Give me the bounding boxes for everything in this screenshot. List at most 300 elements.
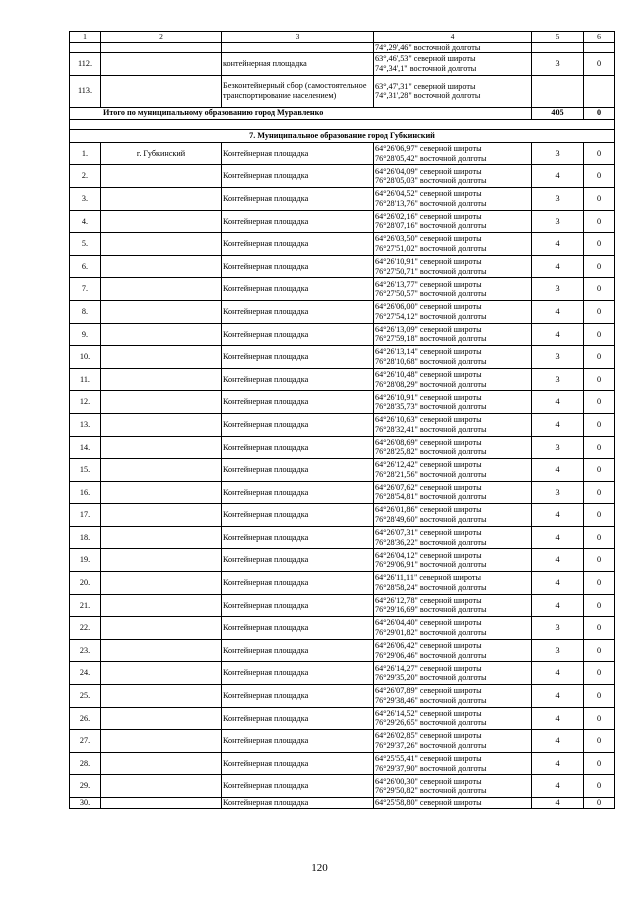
container-count: 4 (532, 685, 584, 708)
table-row (70, 187, 615, 210)
row-number: 112. (70, 53, 101, 76)
container-volume: 0 (584, 594, 615, 617)
coordinate-line: 64°25'55,41" северной широты (375, 754, 482, 764)
total-count: 405 (532, 107, 584, 119)
container-volume: 0 (584, 685, 615, 708)
coordinates-cell (374, 775, 532, 798)
table-row (70, 662, 615, 685)
coordinates-cell (374, 481, 532, 504)
coordinate-line: 64°26'00,30" северной широты (375, 776, 482, 786)
locality-cell (101, 53, 222, 76)
locality-cell (101, 187, 222, 210)
container-count: 4 (532, 549, 584, 572)
table-row (70, 300, 615, 323)
registry-table-body (70, 32, 615, 809)
coordinate-line: 63°,47',31" северной широты (375, 81, 476, 91)
spacer-cell (70, 119, 615, 129)
site-type-cell: Контейнерная площадка (222, 752, 374, 775)
coordinate-line: 64°26'13,09" северной широты (375, 324, 482, 334)
table-row (70, 255, 615, 278)
site-type-cell: Контейнерная площадка (222, 707, 374, 730)
coordinate-line: 63°,46',53" северной широты (375, 54, 476, 64)
locality-cell (101, 413, 222, 436)
coordinate-line: 64°26'01,86" северной широты (375, 505, 482, 515)
container-count: 3 (532, 142, 584, 165)
coordinates-cell (374, 617, 532, 640)
site-type-cell: Контейнерная площадка (222, 255, 374, 278)
coordinate-line: 64°26'02,85" северной широты (375, 731, 482, 741)
coordinate-line: 64°26'07,31" северной широты (375, 528, 482, 538)
locality-cell (101, 436, 222, 459)
coordinate-line: 64°26'12,78" северной широты (375, 595, 482, 605)
coordinates-cell (374, 210, 532, 233)
container-count (532, 42, 584, 53)
page-number: 120 (311, 862, 328, 874)
container-count: 4 (532, 572, 584, 595)
coordinate-line: 76°29'06,46" восточной долготы (375, 650, 487, 660)
container-volume: 0 (584, 798, 615, 809)
site-type-cell: Контейнерная площадка (222, 142, 374, 165)
coordinate-line: 64°25'58,80" северной широты (375, 798, 482, 808)
column-number: 2 (101, 32, 222, 43)
coordinate-line: 64°26'10,91" северной широты (375, 392, 482, 402)
row-number: 29. (70, 775, 101, 798)
table-row (70, 391, 615, 414)
row-number: 2. (70, 165, 101, 188)
site-type-cell: Контейнерная площадка (222, 300, 374, 323)
table-row (70, 685, 615, 708)
coordinate-line: 76°28'07,16" восточной долготы (375, 221, 487, 231)
coordinate-line: 64°26'12,42" северной широты (375, 460, 482, 470)
container-count: 4 (532, 752, 584, 775)
site-type-cell: Безконтейнерный сбор (самостоятельное транспортирование населением) (222, 75, 374, 107)
container-count: 3 (532, 639, 584, 662)
section-title: 7. Муниципальное образование город Губкинский (70, 129, 615, 142)
row-number: 20. (70, 572, 101, 595)
table-row (70, 42, 615, 53)
locality-cell (101, 233, 222, 256)
table-row (70, 798, 615, 809)
row-number: 22. (70, 617, 101, 640)
container-volume: 0 (584, 368, 615, 391)
locality-cell (101, 368, 222, 391)
container-volume: 0 (584, 255, 615, 278)
coordinate-line: 64°26'10,48" северной широты (375, 369, 482, 379)
table-row (70, 639, 615, 662)
container-volume: 0 (584, 707, 615, 730)
row-number: 5. (70, 233, 101, 256)
locality-cell (101, 752, 222, 775)
coordinate-line: 64°26'03,50" северной широты (375, 234, 482, 244)
registry-table (69, 31, 615, 809)
row-number: 3. (70, 187, 101, 210)
coordinate-line: 76°28'13,76" восточной долготы (375, 198, 487, 208)
container-count: 4 (532, 413, 584, 436)
row-number: 30. (70, 798, 101, 809)
container-volume: 0 (584, 617, 615, 640)
coordinate-line: 76°28'25,82" восточной долготы (375, 447, 487, 457)
site-type-cell: Контейнерная площадка (222, 526, 374, 549)
coordinate-line: 76°28'54,81" восточной долготы (375, 492, 487, 502)
container-volume: 0 (584, 323, 615, 346)
locality-cell (101, 594, 222, 617)
site-type-cell: контейнерная площадка (222, 53, 374, 76)
coordinate-line: 74°,31',28" восточной долготы (375, 91, 481, 101)
container-volume: 0 (584, 730, 615, 753)
site-type-cell: Контейнерная площадка (222, 617, 374, 640)
container-volume: 0 (584, 187, 615, 210)
coordinates-cell (374, 142, 532, 165)
table-row (70, 594, 615, 617)
site-type-cell: Контейнерная площадка (222, 165, 374, 188)
table-row (70, 459, 615, 482)
total-label: Итого по муниципальному образованию город Муравленко (70, 107, 532, 119)
container-count: 4 (532, 233, 584, 256)
coordinates-cell (374, 42, 532, 53)
coordinate-line: 74°,34',1" восточной долготы (375, 63, 477, 73)
coordinate-line: 76°27'54,12" восточной долготы (375, 311, 487, 321)
table-row (70, 436, 615, 459)
table-row (70, 481, 615, 504)
site-type-cell (222, 42, 374, 53)
coordinate-line: 76°29'26,65" восточной долготы (375, 718, 487, 728)
locality-cell (101, 75, 222, 107)
coordinates-cell (374, 594, 532, 617)
coordinates-cell (374, 639, 532, 662)
coordinate-line: 76°29'35,20" восточной долготы (375, 673, 487, 683)
container-volume: 0 (584, 300, 615, 323)
coordinates-cell (374, 278, 532, 301)
row-number: 23. (70, 639, 101, 662)
container-count: 3 (532, 53, 584, 76)
coordinates-cell (374, 549, 532, 572)
row-number: 25. (70, 685, 101, 708)
container-volume: 0 (584, 504, 615, 527)
table-row (70, 368, 615, 391)
table-row (70, 549, 615, 572)
table-row (70, 775, 615, 798)
container-count: 3 (532, 187, 584, 210)
locality-cell (101, 775, 222, 798)
container-count: 3 (532, 481, 584, 504)
coordinate-line: 64°26'04,40" северной широты (375, 618, 482, 628)
table-row (70, 53, 615, 76)
coordinate-line: 64°26'10,63" северной широты (375, 415, 482, 425)
column-number: 5 (532, 32, 584, 43)
coordinate-line: 76°28'35,73" восточной долготы (375, 402, 487, 412)
site-type-cell: Контейнерная площадка (222, 685, 374, 708)
table-row (70, 210, 615, 233)
locality-cell (101, 346, 222, 369)
row-number: 21. (70, 594, 101, 617)
coordinate-line: 76°29'38,46" восточной долготы (375, 695, 487, 705)
coordinate-line: 76°27'59,18" восточной долготы (375, 334, 487, 344)
coordinate-line: 64°26'04,12" северной широты (375, 550, 482, 560)
row-number: 113. (70, 75, 101, 107)
coordinate-line: 76°28'08,29" восточной долготы (375, 379, 487, 389)
locality-cell (101, 481, 222, 504)
column-number: 4 (374, 32, 532, 43)
locality-cell: г. Губкинский (101, 142, 222, 165)
site-type-cell: Контейнерная площадка (222, 323, 374, 346)
container-count: 3 (532, 368, 584, 391)
coordinate-line: 76°29'01,82" восточной долготы (375, 628, 487, 638)
coordinates-cell (374, 187, 532, 210)
site-type-cell: Контейнерная площадка (222, 391, 374, 414)
table-row (70, 730, 615, 753)
table-row (70, 504, 615, 527)
row-number: 9. (70, 323, 101, 346)
site-type-cell: Контейнерная площадка (222, 798, 374, 809)
coordinates-cell (374, 504, 532, 527)
coordinates-cell (374, 436, 532, 459)
coordinate-line: 76°28'21,56" восточной долготы (375, 469, 487, 479)
coordinate-line: 64°26'04,52" северной широты (375, 189, 482, 199)
coordinates-cell (374, 685, 532, 708)
coordinates-cell (374, 53, 532, 76)
locality-cell (101, 662, 222, 685)
locality-cell (101, 798, 222, 809)
locality-cell (101, 210, 222, 233)
site-type-cell: Контейнерная площадка (222, 730, 374, 753)
container-count: 3 (532, 278, 584, 301)
coordinate-line: 64°26'07,62" северной широты (375, 482, 482, 492)
coordinate-line: 76°28'05,42" восточной долготы (375, 153, 487, 163)
row-number: 19. (70, 549, 101, 572)
locality-cell (101, 572, 222, 595)
site-type-cell: Контейнерная площадка (222, 639, 374, 662)
site-type-cell: Контейнерная площадка (222, 210, 374, 233)
row-number: 1. (70, 142, 101, 165)
container-volume: 0 (584, 210, 615, 233)
table-row (70, 142, 615, 165)
coordinates-cell (374, 526, 532, 549)
container-volume: 0 (584, 391, 615, 414)
container-count: 4 (532, 459, 584, 482)
container-count: 3 (532, 617, 584, 640)
site-type-cell: Контейнерная площадка (222, 594, 374, 617)
container-volume (584, 75, 615, 107)
container-volume: 0 (584, 526, 615, 549)
site-type-cell: Контейнерная площадка (222, 413, 374, 436)
table-row (70, 707, 615, 730)
row-number: 6. (70, 255, 101, 278)
row-number: 10. (70, 346, 101, 369)
site-type-cell: Контейнерная площадка (222, 481, 374, 504)
container-count: 4 (532, 775, 584, 798)
container-count: 3 (532, 436, 584, 459)
site-type-cell: Контейнерная площадка (222, 549, 374, 572)
coordinates-cell (374, 391, 532, 414)
row-number: 17. (70, 504, 101, 527)
site-type-cell: Контейнерная площадка (222, 233, 374, 256)
locality-cell (101, 549, 222, 572)
coordinate-line: 64°26'13,14" северной широты (375, 347, 482, 357)
container-volume: 0 (584, 549, 615, 572)
container-count: 4 (532, 662, 584, 685)
container-volume: 0 (584, 775, 615, 798)
locality-cell (101, 391, 222, 414)
site-type-cell: Контейнерная площадка (222, 368, 374, 391)
site-type-cell: Контейнерная площадка (222, 346, 374, 369)
row-number: 18. (70, 526, 101, 549)
coordinate-line: 64°26'06,97" северной широты (375, 143, 482, 153)
coordinate-line: 64°26'13,77" северной широты (375, 279, 482, 289)
column-number: 3 (222, 32, 374, 43)
coordinate-line: 64°26'06,00" северной широты (375, 302, 482, 312)
coordinates-cell (374, 413, 532, 436)
coordinates-cell (374, 572, 532, 595)
column-number-row (70, 32, 615, 43)
coordinate-line: 64°26'14,27" северной широты (375, 663, 482, 673)
site-type-cell: Контейнерная площадка (222, 504, 374, 527)
container-volume: 0 (584, 413, 615, 436)
coordinates-cell (374, 255, 532, 278)
locality-cell (101, 255, 222, 278)
coordinate-line: 64°26'11,11" северной широты (375, 573, 481, 583)
coordinates-cell (374, 730, 532, 753)
container-volume: 0 (584, 53, 615, 76)
container-count: 4 (532, 255, 584, 278)
container-volume: 0 (584, 481, 615, 504)
row-number: 12. (70, 391, 101, 414)
coordinate-line: 76°27'50,71" восточной долготы (375, 266, 487, 276)
coordinate-line: 64°26'02,16" северной широты (375, 211, 482, 221)
container-count: 3 (532, 210, 584, 233)
table-row (70, 165, 615, 188)
table-row (70, 617, 615, 640)
coordinate-line: 76°28'36,22" восточной долготы (375, 537, 487, 547)
table-row (70, 278, 615, 301)
column-number: 6 (584, 32, 615, 43)
coordinates-cell (374, 300, 532, 323)
table-row (70, 526, 615, 549)
locality-cell (101, 617, 222, 640)
row-number: 11. (70, 368, 101, 391)
coordinate-line: 76°29'37,26" восточной долготы (375, 741, 487, 751)
table-row (70, 323, 615, 346)
site-type-cell: Контейнерная площадка (222, 775, 374, 798)
container-volume: 0 (584, 142, 615, 165)
coordinate-line: 64°26'04,09" северной широты (375, 166, 482, 176)
locality-cell (101, 639, 222, 662)
locality-cell (101, 707, 222, 730)
coordinate-line: 64°26'07,89" северной широты (375, 686, 482, 696)
site-type-cell: Контейнерная площадка (222, 662, 374, 685)
coordinates-cell (374, 662, 532, 685)
coordinate-line: 74°,29',46" восточной долготы (375, 42, 481, 52)
container-count: 4 (532, 730, 584, 753)
coordinate-line: 76°28'49,60" восточной долготы (375, 515, 487, 525)
coordinate-line: 76°28'10,68" восточной долготы (375, 356, 487, 366)
container-volume (584, 42, 615, 53)
coordinate-line: 76°28'05,03" восточной долготы (375, 176, 487, 186)
coordinate-line: 76°29'16,69" восточной долготы (375, 605, 487, 615)
site-type-cell: Контейнерная площадка (222, 459, 374, 482)
coordinate-line: 76°29'37,90" восточной долготы (375, 763, 487, 773)
container-count: 4 (532, 391, 584, 414)
row-number: 24. (70, 662, 101, 685)
container-volume: 0 (584, 346, 615, 369)
section-title-row (70, 129, 615, 142)
coordinate-line: 76°28'58,24" восточной долготы (375, 582, 487, 592)
table-row (70, 346, 615, 369)
total-volume: 0 (584, 107, 615, 119)
container-volume: 0 (584, 662, 615, 685)
container-volume: 0 (584, 572, 615, 595)
coordinates-cell (374, 752, 532, 775)
row-number: 7. (70, 278, 101, 301)
row-number: 26. (70, 707, 101, 730)
row-number: 13. (70, 413, 101, 436)
coordinate-line: 76°29'06,91" восточной долготы (375, 560, 487, 570)
coordinates-cell (374, 368, 532, 391)
site-type-cell: Контейнерная площадка (222, 436, 374, 459)
locality-cell (101, 526, 222, 549)
spacer-row (70, 119, 615, 129)
row-number: 4. (70, 210, 101, 233)
locality-cell (101, 42, 222, 53)
coordinates-cell (374, 459, 532, 482)
row-number: 27. (70, 730, 101, 753)
container-count: 4 (532, 526, 584, 549)
locality-cell (101, 165, 222, 188)
table-row (70, 75, 615, 107)
row-number: 15. (70, 459, 101, 482)
coordinate-line: 76°29'50,82" восточной долготы (375, 786, 487, 796)
table-row (70, 752, 615, 775)
locality-cell (101, 504, 222, 527)
table-row (70, 572, 615, 595)
locality-cell (101, 278, 222, 301)
site-type-cell: Контейнерная площадка (222, 572, 374, 595)
locality-cell (101, 323, 222, 346)
coordinates-cell (374, 798, 532, 809)
locality-cell (101, 685, 222, 708)
container-volume: 0 (584, 459, 615, 482)
coordinate-line: 64°26'14,52" северной широты (375, 708, 482, 718)
container-count: 4 (532, 707, 584, 730)
coordinate-line: 64°26'10,91" северной широты (375, 256, 482, 266)
coordinates-cell (374, 233, 532, 256)
coordinates-cell (374, 323, 532, 346)
locality-cell (101, 459, 222, 482)
container-volume: 0 (584, 233, 615, 256)
locality-cell (101, 730, 222, 753)
container-volume: 0 (584, 752, 615, 775)
coordinate-line: 76°27'50,57" восточной долготы (375, 289, 487, 299)
container-count: 4 (532, 165, 584, 188)
container-volume: 0 (584, 436, 615, 459)
coordinate-line: 64°26'08,69" северной широты (375, 437, 482, 447)
table-row (70, 233, 615, 256)
container-count: 3 (532, 346, 584, 369)
container-count: 4 (532, 504, 584, 527)
column-number: 1 (70, 32, 101, 43)
site-type-cell: Контейнерная площадка (222, 278, 374, 301)
coordinates-cell (374, 75, 532, 107)
coordinate-line: 76°28'32,41" восточной долготы (375, 424, 487, 434)
container-count: 4 (532, 798, 584, 809)
container-volume: 0 (584, 165, 615, 188)
coordinates-cell (374, 165, 532, 188)
row-number (70, 42, 101, 53)
site-type-cell: Контейнерная площадка (222, 187, 374, 210)
container-volume: 0 (584, 278, 615, 301)
row-number: 14. (70, 436, 101, 459)
coordinates-cell (374, 346, 532, 369)
coordinate-line: 64°26'06,42" северной широты (375, 641, 482, 651)
